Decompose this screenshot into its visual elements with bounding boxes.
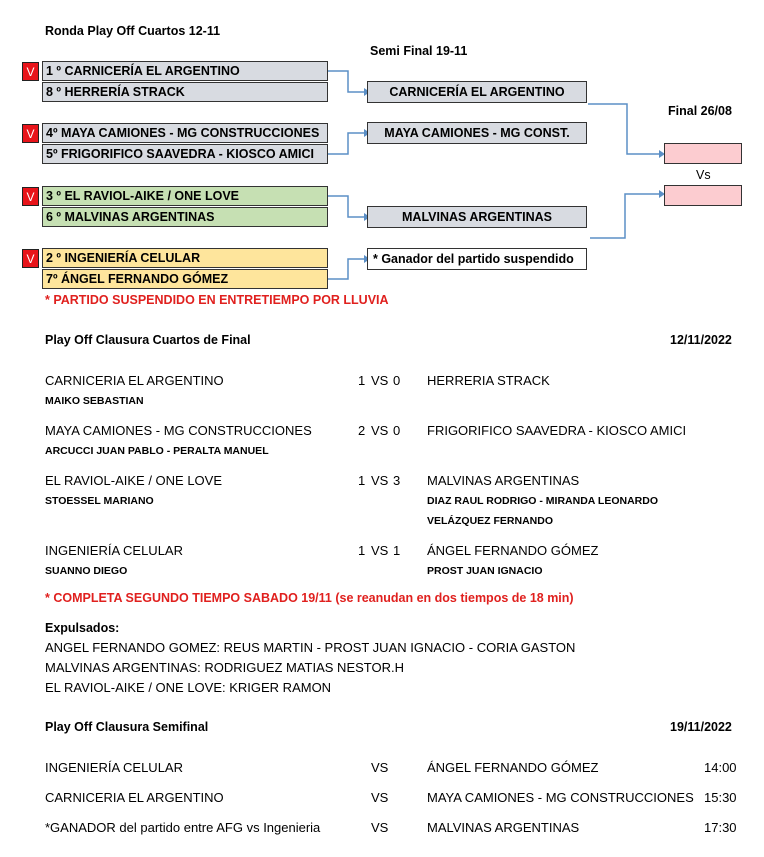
qr4-vs: VS — [371, 543, 389, 558]
qr3-home: EL RAVIOL-AIKE / ONE LOVE — [45, 473, 223, 488]
qr2-vs: VS — [371, 423, 389, 438]
qr3-away-scorers: DIAZ RAUL RODRIGO - MIRANDA LEONARDO — [427, 495, 658, 507]
sf3-away: MALVINAS ARGENTINAS — [427, 820, 580, 835]
final-vs-label: Vs — [696, 168, 711, 182]
qr3-vs: VS — [371, 473, 389, 488]
sf3-vs: VS — [371, 820, 389, 835]
sf1-vs: VS — [371, 760, 389, 775]
sf-slot-4: * Ganador del partido suspendido — [367, 248, 587, 270]
sf-slot-3: MALVINAS ARGENTINAS — [367, 206, 587, 228]
semifinal-date: 19/11/2022 — [670, 720, 732, 734]
qf4-team1: 2 º INGENIERÍA CELULAR — [42, 248, 328, 268]
expulsions-title: Expulsados: — [45, 621, 120, 635]
qr3-away: MALVINAS ARGENTINAS — [427, 473, 580, 488]
qr1-score-away: 0 — [393, 373, 401, 388]
qf2-team1: 4º MAYA CAMIONES - MG CONSTRUCCIONES — [42, 123, 328, 143]
sf1-time: 14:00 — [704, 760, 737, 775]
semifinal-title: Play Off Clausura Semifinal — [45, 720, 209, 734]
sf3-home: *GANADOR del partido entre AFG vs Ingenieria — [45, 820, 321, 835]
qr4-home-scorers: SUANNO DIEGO — [45, 565, 128, 577]
qr4-score-home: 1 — [358, 543, 366, 558]
qr3-away-scorers-2: VELÁZQUEZ FERNANDO — [427, 515, 553, 527]
qf2-team2: 5º FRIGORIFICO SAAVEDRA - KIOSCO AMICI — [42, 144, 328, 164]
final-slot-1 — [664, 143, 742, 164]
winner-mark-qf1: V — [22, 62, 39, 81]
expulsion-line: MALVINAS ARGENTINAS: RODRIGUEZ MATIAS NESTOR.H — [45, 660, 404, 675]
qf3-team2: 6 º MALVINAS ARGENTINAS — [42, 207, 328, 227]
sf2-time: 15:30 — [704, 790, 737, 805]
qr1-vs: VS — [371, 373, 389, 388]
semis-title: Semi Final 19-11 — [370, 44, 468, 58]
resume-note: * COMPLETA SEGUNDO TIEMPO SABADO 19/11 (se reanudan en dos tiempos de 18 min) — [45, 591, 574, 605]
sf1-away: ÁNGEL FERNANDO GÓMEZ — [427, 760, 599, 775]
qr1-home-scorers: MAIKO SEBASTIAN — [45, 395, 144, 407]
qf1-team1: 1 º CARNICERÍA EL ARGENTINO — [42, 61, 328, 81]
winner-mark-qf2: V — [22, 124, 39, 143]
qr4-score-away: 1 — [393, 543, 401, 558]
qr4-home: INGENIERÍA CELULAR — [45, 543, 183, 558]
quarter-results-title: Play Off Clausura Cuartos de Final — [45, 333, 251, 347]
sf3-time: 17:30 — [704, 820, 737, 835]
qr3-score-away: 3 — [393, 473, 401, 488]
qr4-away-scorers: PROST JUAN IGNACIO — [427, 565, 543, 577]
quarter-results-date: 12/11/2022 — [670, 333, 732, 347]
expulsion-line: ANGEL FERNANDO GOMEZ: REUS MARTIN - PROST JUAN IGNACIO - CORIA GASTON — [45, 640, 576, 655]
qr2-home: MAYA CAMIONES - MG CONSTRUCCIONES — [45, 423, 312, 438]
qr1-home: CARNICERIA EL ARGENTINO — [45, 373, 224, 388]
final-slot-2 — [664, 185, 742, 206]
winner-mark-qf3: V — [22, 187, 39, 206]
quarters-title: Ronda Play Off Cuartos 12-11 — [45, 24, 221, 38]
sf1-home: INGENIERÍA CELULAR — [45, 760, 183, 775]
qr3-score-home: 1 — [358, 473, 366, 488]
sf-slot-2: MAYA CAMIONES - MG CONST. — [367, 122, 587, 144]
qr2-score-away: 0 — [393, 423, 401, 438]
qr2-away: FRIGORIFICO SAAVEDRA - KIOSCO AMICI — [427, 423, 687, 438]
suspended-note: * PARTIDO SUSPENDIDO EN ENTRETIEMPO POR LLUVIA — [45, 293, 389, 307]
qf4-team2: 7º ÁNGEL FERNANDO GÓMEZ — [42, 269, 328, 289]
qr2-home-scorers: ARCUCCI JUAN PABLO - PERALTA MANUEL — [45, 445, 269, 457]
final-title: Final 26/08 — [668, 104, 732, 118]
qr1-away: HERRERIA STRACK — [427, 373, 550, 388]
qr4-away: ÁNGEL FERNANDO GÓMEZ — [427, 543, 599, 558]
sf-slot-1: CARNICERÍA EL ARGENTINO — [367, 81, 587, 103]
expulsion-line: EL RAVIOL-AIKE / ONE LOVE: KRIGER RAMON — [45, 680, 332, 695]
sf2-away: MAYA CAMIONES - MG CONSTRUCCIONES — [427, 790, 694, 805]
qr2-score-home: 2 — [358, 423, 366, 438]
qf1-team2: 8 º HERRERÍA STRACK — [42, 82, 328, 102]
qf3-team1: 3 º EL RAVIOL-AIKE / ONE LOVE — [42, 186, 328, 206]
sf2-home: CARNICERIA EL ARGENTINO — [45, 790, 224, 805]
winner-mark-qf4: V — [22, 249, 39, 268]
qr3-home-scorers: STOESSEL MARIANO — [45, 495, 154, 507]
qr1-score-home: 1 — [358, 373, 366, 388]
sf2-vs: VS — [371, 790, 389, 805]
